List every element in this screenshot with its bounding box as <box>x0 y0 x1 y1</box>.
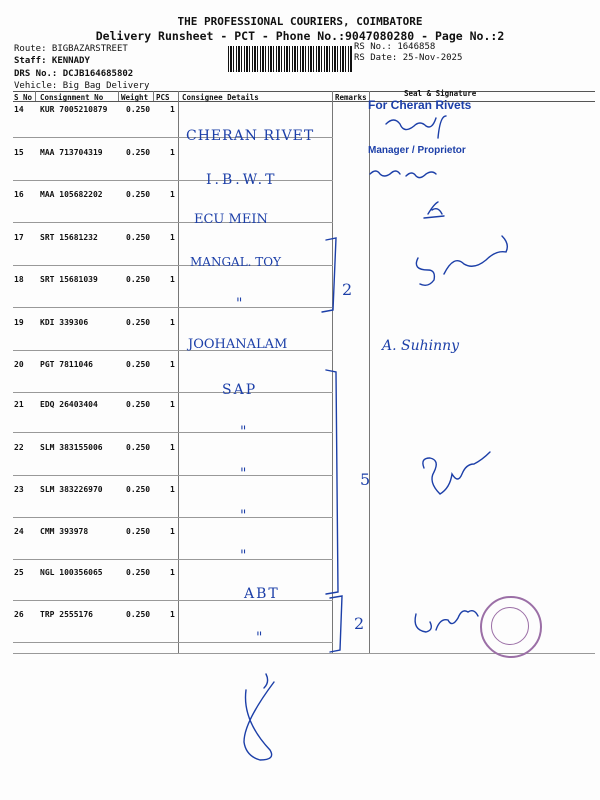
rs-date: RS Date: 25-Nov-2025 <box>354 53 463 63</box>
row-sno: 24 <box>14 527 24 536</box>
row-sno: 21 <box>14 400 24 409</box>
row-consignment-no: KUR 7005210879 <box>40 105 108 114</box>
signature-row-19: A. Suhinny <box>382 338 460 354</box>
company-stamp <box>480 596 542 658</box>
bracket-17-18 <box>322 238 336 312</box>
row-consignment-no: MAA 105682202 <box>40 190 103 199</box>
row-sno: 23 <box>14 485 24 494</box>
row-pcs: 1 <box>170 148 175 157</box>
signature-row-14 <box>386 116 446 138</box>
row-pcs: 1 <box>170 275 175 284</box>
row-pcs: 1 <box>170 527 175 536</box>
row-pcs: 1 <box>170 485 175 494</box>
row-consignment-no: SLM 383226970 <box>40 485 103 494</box>
rs-number: RS No.: 1646858 <box>354 42 436 52</box>
handwriting-r20: SAP <box>222 382 258 398</box>
row-weight: 0.250 <box>126 360 151 369</box>
row-weight: 0.250 <box>126 105 151 114</box>
bracket-20-25 <box>326 370 338 594</box>
row-weight: 0.250 <box>126 233 151 242</box>
col-remarks: Remarks <box>335 93 367 102</box>
row-weight: 0.250 <box>126 318 151 327</box>
row-sno: 14 <box>14 105 24 114</box>
col-pcs: PCS <box>156 93 170 102</box>
remarks-count-2: 5 <box>360 470 371 489</box>
col-seal: Seal & Signature <box>404 89 477 98</box>
remarks-count-3: 2 <box>354 614 365 633</box>
handwriting-r18: " <box>236 296 243 312</box>
handwriting-r24: " <box>240 548 247 564</box>
row-sno: 15 <box>14 148 24 157</box>
handwriting-r14: CHERAN RIVET <box>186 128 315 144</box>
handwriting-r25: ABT <box>244 586 280 602</box>
handwriting-r21: " <box>240 424 247 440</box>
seal-role: Manager / Proprietor <box>368 145 466 156</box>
staff-label: Staff: KENNADY <box>14 56 90 66</box>
row-consignment-no: SRT 15681039 <box>40 275 98 284</box>
handwriting-r17: MANGAL. TOY <box>190 255 282 269</box>
signature-row-22 <box>423 452 490 494</box>
row-pcs: 1 <box>170 443 175 452</box>
row-consignment-no: CMM 393978 <box>40 527 89 536</box>
vehicle-label: Vehicle: Big Bag Delivery <box>14 81 150 91</box>
remarks-count-1: 2 <box>342 280 353 299</box>
row-pcs: 1 <box>170 568 175 577</box>
col-weight: Weight <box>121 93 149 102</box>
row-weight: 0.250 <box>126 568 151 577</box>
row-pcs: 1 <box>170 233 175 242</box>
bracket-25-26 <box>330 596 342 652</box>
scribble-bottom <box>244 674 274 760</box>
runsheet-title: THE PROFESSIONAL COURIERS, COIMBATORE <box>177 15 423 28</box>
row-weight: 0.250 <box>126 148 151 157</box>
handwriting-r16: ECU MEIN <box>194 212 268 227</box>
row-sno: 25 <box>14 568 24 577</box>
row-consignment-no: TRP 2555176 <box>40 610 93 619</box>
row-consignment-no: MAA 713704319 <box>40 148 103 157</box>
row-weight: 0.250 <box>126 527 151 536</box>
row-sno: 20 <box>14 360 24 369</box>
drs-label: DRS No.: DCJB164685802 <box>14 69 134 79</box>
row-consignment-no: EDQ 26403404 <box>40 400 98 409</box>
signature-row-16 <box>424 202 444 218</box>
row-consignment-no: NGL 100356065 <box>40 568 103 577</box>
row-consignment-no: PGT 7811046 <box>40 360 93 369</box>
route-label: Route: BIGBAZARSTREET <box>14 44 128 54</box>
signature-row-15-tamil <box>370 171 436 178</box>
handwriting-r26: " <box>256 630 263 646</box>
row-sno: 22 <box>14 443 24 452</box>
seal-company: For Cheran Rivets <box>368 98 472 112</box>
handwriting-r15: I.B.W.T <box>206 172 278 188</box>
handwriting-r23: " <box>240 508 247 524</box>
handwriting-r19: JOOHANALAM <box>188 337 288 352</box>
runsheet-subtitle: Delivery Runsheet - PCT - Phone No.:9047080280 - Page No.:2 <box>95 29 505 43</box>
row-sno: 18 <box>14 275 24 284</box>
row-weight: 0.250 <box>126 275 151 284</box>
signature-row-17 <box>416 236 507 285</box>
row-pcs: 1 <box>170 400 175 409</box>
row-consignment-no: SRT 15681232 <box>40 233 98 242</box>
row-consignment-no: KDI 339306 <box>40 318 89 327</box>
col-consignment: Consignment No <box>40 93 104 102</box>
row-weight: 0.250 <box>126 443 151 452</box>
row-sno: 19 <box>14 318 24 327</box>
col-sno: S No <box>14 93 33 102</box>
handwriting-r22: " <box>240 466 247 482</box>
row-pcs: 1 <box>170 610 175 619</box>
row-weight: 0.250 <box>126 190 151 199</box>
row-sno: 16 <box>14 190 24 199</box>
signature-row-26 <box>415 611 478 632</box>
row-sno: 26 <box>14 610 24 619</box>
col-consignee: Consignee Details <box>182 93 259 102</box>
row-pcs: 1 <box>170 190 175 199</box>
row-weight: 0.250 <box>126 610 151 619</box>
row-pcs: 1 <box>170 318 175 327</box>
row-consignment-no: SLM 383155006 <box>40 443 103 452</box>
row-pcs: 1 <box>170 105 175 114</box>
row-pcs: 1 <box>170 360 175 369</box>
row-sno: 17 <box>14 233 24 242</box>
row-weight: 0.250 <box>126 485 151 494</box>
row-weight: 0.250 <box>126 400 151 409</box>
